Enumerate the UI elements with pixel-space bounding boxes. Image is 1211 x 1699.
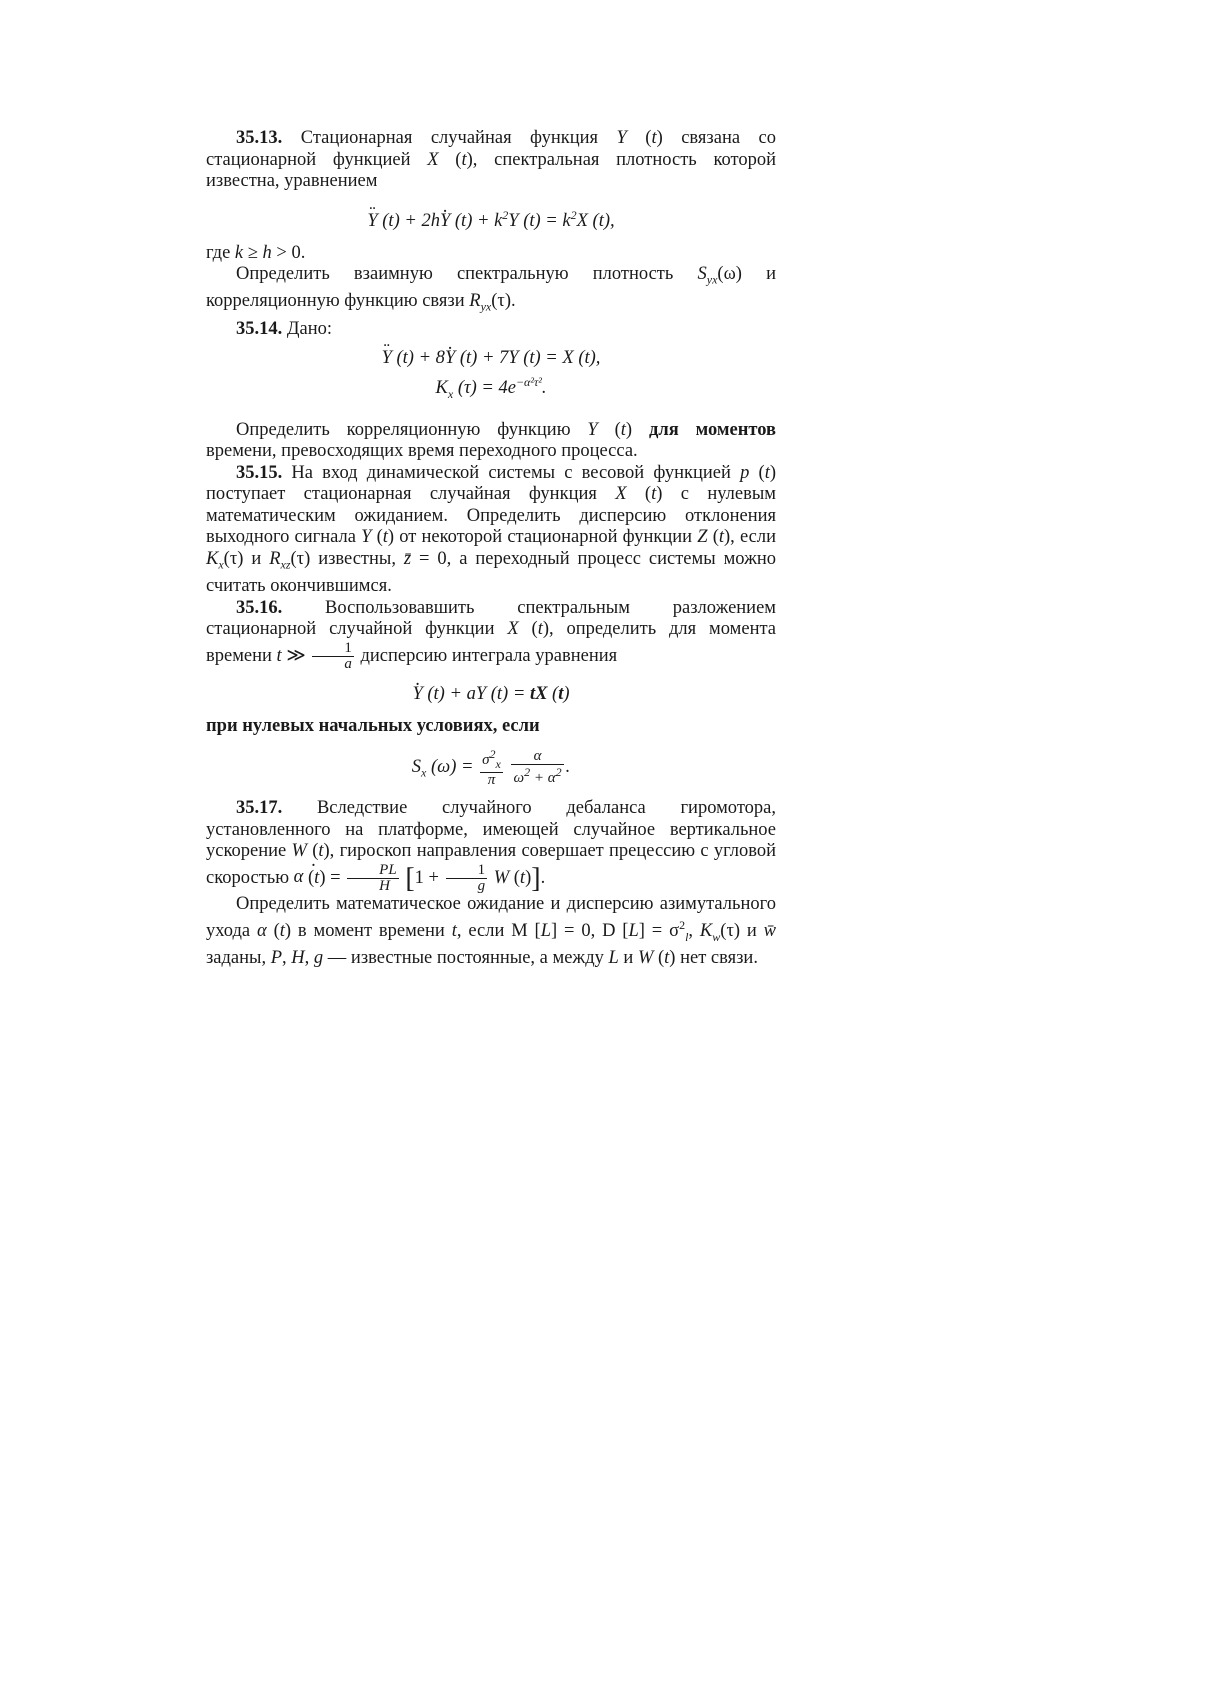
problem-text: Дано:	[286, 318, 332, 339]
problem-35-13: 35.13. Стационарная случайная функция Y (t) связана со стационарной функцией X (t), спектральная плотность которой известна, уравнением	[206, 128, 776, 191]
problem-35-15: 35.15. На вход динамической системы с весовой функцией p (t) поступает стационарная случайная функция X (t) с нулевым математическим ожиданием. Определить дисперсию отклонения выходного сигнала Y (t) от некоторой стационарной функции Z (t), если $K_x(\tau)$ и $R_{xz}(\tau)$ известны, z̄ = 0, а переходный процесс системы можно считать окончившимся.	[206, 462, 776, 597]
task-35-14: Определить корреляционную функцию Y (t) для моментов времени, превосходящих время переходного процесса.	[206, 419, 776, 462]
problem-number: 35.16.	[236, 597, 283, 618]
task-35-13: Определить взаимную спектральную плотность $S_{yx}(\omega)$ и корреляционную функцию связи $R_{yx}(\tau)$.	[206, 264, 776, 315]
equation-35-13: ¨ Y (t) + 2h· Y $(t) + k^2Y$ $(t) = k^2X$ (t),	[206, 203, 776, 233]
problem-number: 35.13.	[236, 128, 283, 148]
problem-35-14	[206, 319, 776, 341]
problem-number: 35.15.	[236, 462, 283, 483]
problem-number: 35.17.	[236, 798, 283, 819]
text-35-16: при нулевых начальных условиях, если	[206, 715, 540, 736]
equation-35-14-a: ¨ Y (t) + 8· Y (t) + 7Y (t) = X (t),	[206, 346, 776, 370]
equation-35-16-b: $S_x$ (ω) = $\frac{\sigma^2_x}{\pi}$ $\frac{\alpha}{\omega^2 + \alpha^2}$ .	[411, 747, 571, 789]
condition-35-13: где k ≥ h > 0.	[206, 242, 306, 263]
problem-35-16: 35.16. Воспользовавшить спектральным разложением стационарной случайной функции X (t), определить для момента времени t ≫ $\frac{1}{a}$ дисперсию интеграла уравнения	[206, 597, 776, 672]
equation-35-14-b: $K_x$ $(\tau) = 4e^{-\alpha^2\tau^2}$.	[435, 375, 547, 401]
problem-35-17: 35.17. Вследствие случайного дебаланса гиромотора, установленного на платформе, имеющей случайное вертикальное ускорение W (t), гироскоп направления совершает прецессию с угловой скоростью · α (t) = $\frac{PL}{H}$ [1 + $\frac{1}{g}$ W (t)].	[206, 798, 776, 894]
task-35-17: Определить математическое ожидание и дисперсию азимутального ухода α (t) в момент времени t, если M [L] = 0, D $[L] = \sigma^2_l$, $K_w(\tau)$ и w̄ заданы, P, H, g — известные постоянные, а между L и W (t) нет связи.	[206, 893, 777, 969]
problem-number: 35.14.	[236, 318, 283, 339]
equation-35-16-a: · Y (t) + aY (t) = tX (t)	[206, 682, 776, 706]
text-column	[206, 128, 776, 970]
